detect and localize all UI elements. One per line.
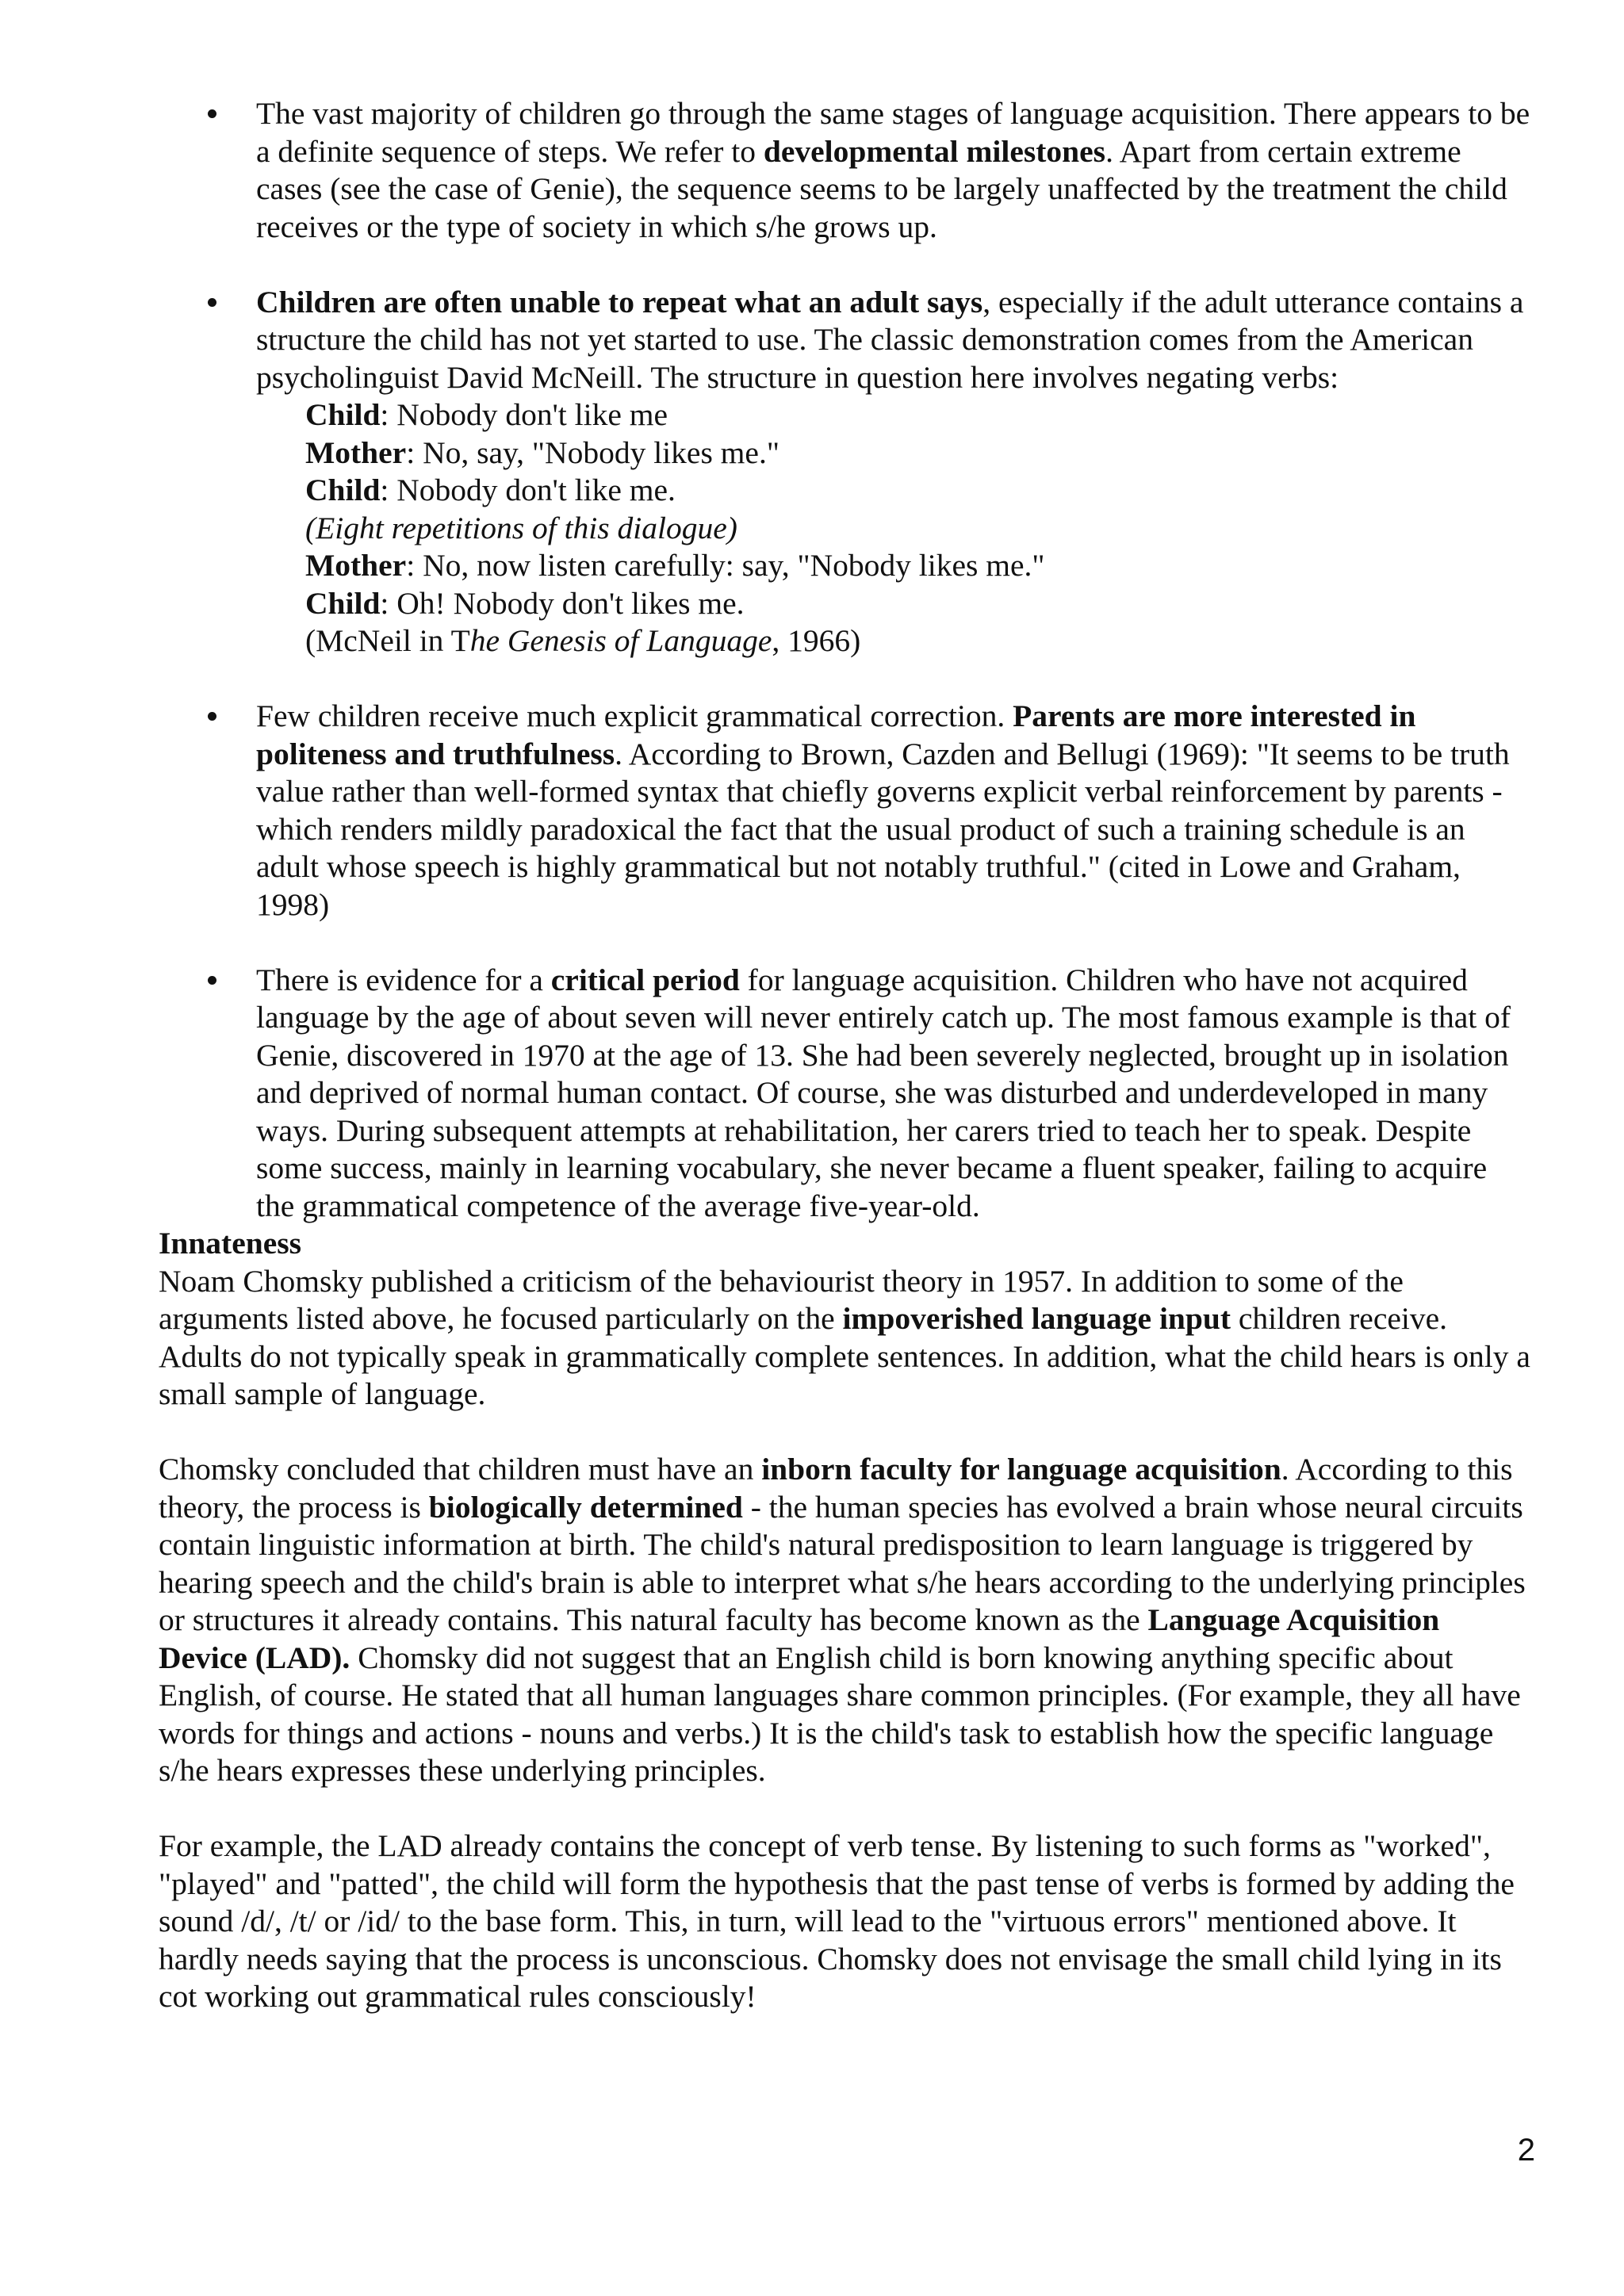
paragraph-verb-tense: For example, the LAD already contains the concept of verb tense. By listening to such forms as "worked", "played" and "patted", the child will form the hypothesis that the past tense of verbs is formed by adding the sound /d/, /t/ or /id/ to the base form. This, in turn, will lead to the "virtuous errors" mentioned above. It hardly needs saying that the process is unconscious. Chomsky does not envisage the small child lying in its cot working out grammatical rules consciously!: [159, 1828, 1515, 2014]
term-critical-period: critical period: [550, 962, 740, 997]
page-number: 2: [1517, 2133, 1535, 2168]
bullet-item-repeat-adult: Children are often unable to repeat what an adult says, especially if the adult utterance contains a structure the child has not yet started to use. The classic demonstration comes from the American psycholinguist David McNeill. The structure in question here involves negating verbs: Child: Nobody don't like me Mother: No, say, "Nobody likes me." Child: Nobody don't like me. (Eight repetitions of this dialogue) Mother: No, now listen carefully: say, "Nobody likes me." Child: Oh! Nobody don't likes me. (McNeil in The Genesis of Language, 1966): [159, 284, 1530, 660]
term-biologically-determined: biologically determined: [428, 1489, 743, 1525]
bullet-item-developmental-milestones: The vast majority of children go through the same stages of language acquisition. There appears to be a definite sequence of steps. We refer to developmental milestones. Apart from certain extreme cases (see the case of Genie), the sequence seems to be largely unaffected by the treatment the child receives or the type of society in which s/he grows up.: [159, 95, 1530, 246]
bullet-item-critical-period: There is evidence for a critical period for language acquisition. Children who have not acquired language by the age of about seven will never entirely catch up. The most famous example is that of Genie, discovered in 1970 at the age of 13. She had been severely neglected, brought up in isolation and deprived of normal human contact. Of course, she was disturbed and underdeveloped in many ways. During subsequent attempts at rehabilitation, her carers tried to teach her to speak. Despite some success, mainly in learning vocabulary, she never became a fluent speaker, failing to acquire the grammatical competence of the average five-year-old.: [159, 962, 1530, 1226]
term-lad: Language Acquisition Device (LAD).: [159, 1602, 1440, 1675]
bullet-icon: [208, 976, 216, 985]
dialogue-example: [256, 396, 1530, 660]
bullet-item-grammatical-correction: Few children receive much explicit grammatical correction. Parents are more interested in politeness and truthfulness. According to Brown, Cazden and Bellugi (1969): "It seems to be truth value rather than well-formed syntax that chiefly governs explicit verbal reinforcement by parents - which renders mildly paradoxical the fact that the usual product of such a training schedule is an adult whose speech is highly grammatical but not notably truthful." (cited in Lowe and Graham, 1998): [159, 698, 1530, 924]
dialogue-line: Mother: No, say, "Nobody likes me.": [305, 434, 779, 470]
dialogue-line: Child: Oh! Nobody don't likes me.: [305, 585, 745, 621]
paragraph-chomsky-criticism: Noam Chomsky published a criticism of the behaviourist theory in 1957. In addition to some of the arguments listed above, he focused particularly on the impoverished language input children receive. Adults do not typically speak in grammatically complete sentences. In addition, what the child hears is only a small sample of language.: [159, 1263, 1530, 1411]
section-heading-innateness: Innateness: [159, 1226, 301, 1261]
bullet-icon: [208, 712, 216, 721]
term-politeness-truthfulness: Parents are more interested in politeness and truthfulness: [256, 698, 1416, 771]
term-impoverished-input: impoverished language input: [842, 1301, 1231, 1336]
dialogue-line: Mother: No, now listen carefully: say, "Nobody likes me.": [305, 548, 1045, 583]
dialogue-note: (Eight repetitions of this dialogue): [305, 510, 737, 545]
dialogue-line: Child: Nobody don't like me: [305, 397, 668, 432]
bullet-icon: [208, 109, 216, 118]
bullet-list: [159, 95, 1530, 1225]
term-unable-to-repeat: Children are often unable to repeat what an adult says: [256, 284, 983, 320]
dialogue-line: Child: Nobody don't like me.: [305, 473, 676, 507]
document-page: [159, 95, 1530, 2016]
term-inborn-faculty: inborn faculty for language acquisition: [761, 1452, 1281, 1487]
citation: (McNeil in The Genesis of Language, 1966): [305, 623, 861, 658]
bullet-icon: [208, 298, 216, 307]
term-developmental-milestones: developmental milestones: [763, 133, 1106, 169]
paragraph-inborn-faculty: Chomsky concluded that children must have an inborn faculty for language acquisition. According to this theory, the process is biologically determined - the human species has evolved a brain whose neural circuits contain linguistic information at birth. The child's natural predisposition to learn language is triggered by hearing speech and the child's brain is able to interpret what s/he hears according to the underlying principles or structures it already contains. This natural faculty has become known as the Language Acquisition Device (LAD). Chomsky did not suggest that an English child is born knowing anything specific about English, of course. He stated that all human languages share common principles. (For example, they all have words for things and actions - nouns and verbs.) It is the child's task to establish how the specific language s/he hears expresses these underlying principles.: [159, 1452, 1526, 1788]
